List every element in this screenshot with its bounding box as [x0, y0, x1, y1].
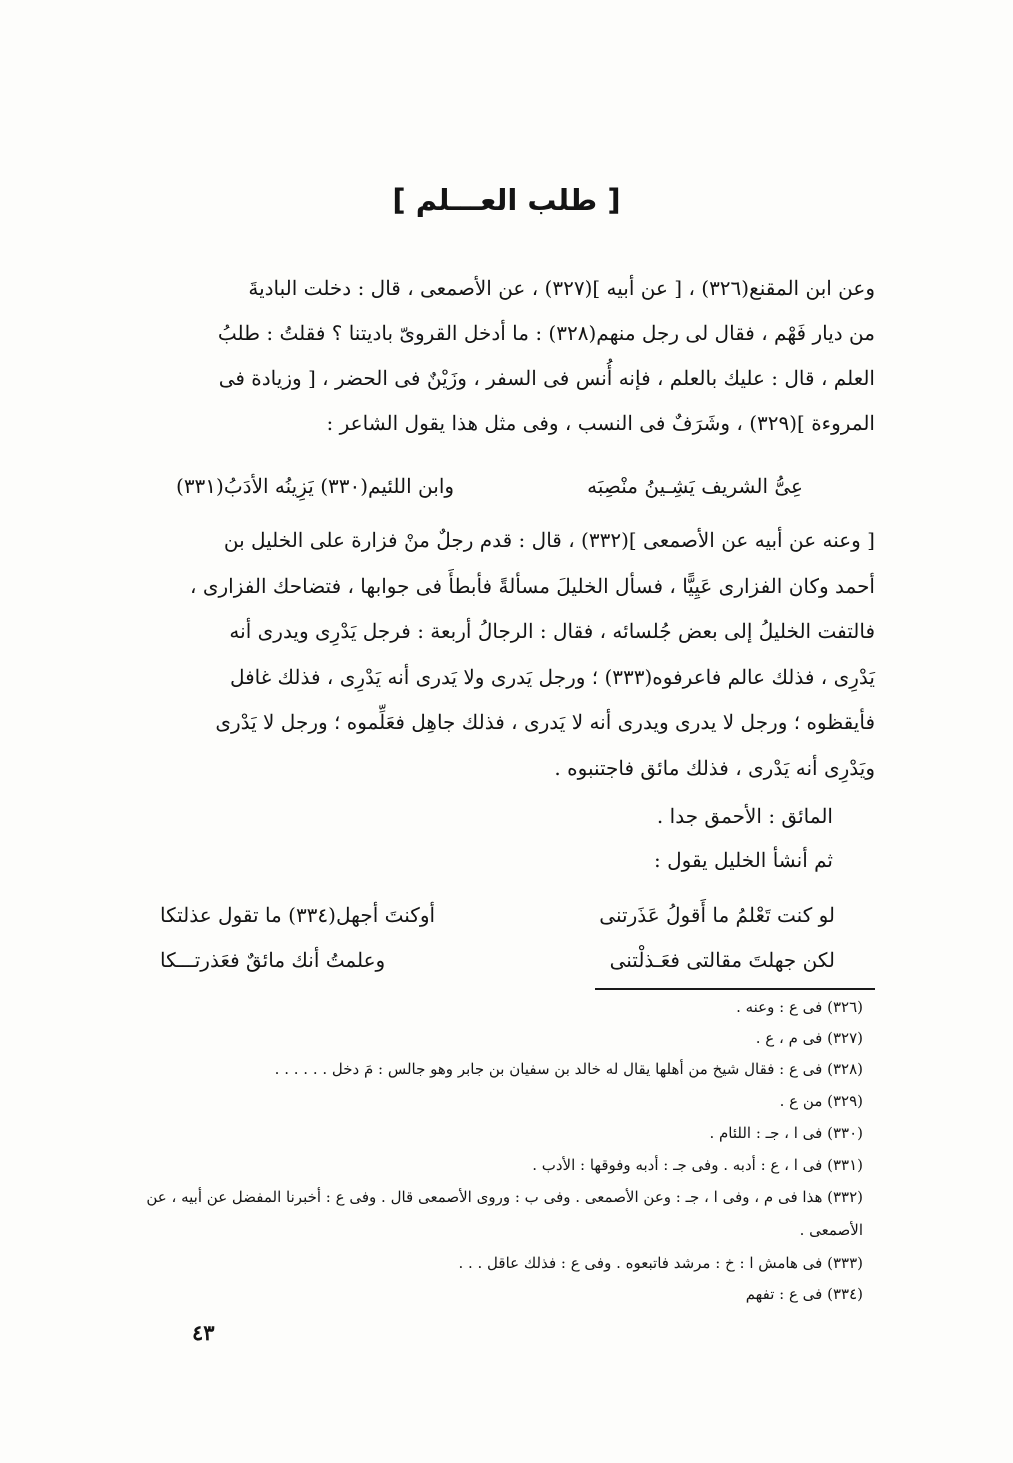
footnote-333: (٣٣٣) فى هامش ا : خ : مرشد فاتبعوه . وفى ع : فذلك عاقل . . . — [458, 1254, 863, 1272]
gloss-line: المائق : الأحمق جدا . — [656, 804, 833, 828]
paragraph-1: وعن ابن المقنع(٣٢٦) ، [ عن أبيه ](٣٢٧) ، عن الأصمعى ، قال : دخلت الباديةَ من ديار فَهْم ، فقال لى رجل منهم(٣٢٨) : ما أدخل القروىّ باديتنا ؟ فقلتُ : طلبُ العلم ، قال : عليك بالعلم ، فإنه أُنس فى السفر ، وزَيْنٌ فى الحضر ، [ وزيادة فى المروءة ](٣٢٩) ، وشَرَفٌ فى النسب ، وفى مثل هذا يقول الشاعر : — [217, 276, 875, 435]
verse-1-hemistich-left: وابن اللئيم(٣٣٠) يَزِينُه الأدَبُ(٣٣١) — [176, 474, 455, 498]
poem-line-2-left: وعلمتُ أنك مائقٌ فعَذرتـــكا — [160, 948, 386, 972]
footnote-330: (٣٣٠) فى ا ، جـ : اللئام . — [709, 1124, 863, 1142]
footnote-328: (٣٢٨) فى ع : فقال شيخ من أهلها يقال له خالد بن سفيان بن جابر وهو جالس : مَ دخل . . . . . . — [274, 1060, 863, 1078]
poem-line-1-left: أوكنتَ أجهل(٣٣٤) ما تقول عذلتكا — [160, 903, 436, 927]
footnote-331: (٣٣١) فى ا ، ع : أدبه . وفى جـ : أدبه وفوقها : الأدب . — [532, 1156, 863, 1174]
footnote-334: (٣٣٤) فى ع : تفهم — [745, 1285, 863, 1303]
verse-1-hemistich-right: عِىُّ الشريف يَشِـينُ منْصِبَه — [587, 474, 803, 498]
poem-line-2-right: لكن جهلتَ مقالتى فعَـذلْتنى — [609, 948, 835, 972]
page-number: ٤٣ — [192, 1320, 215, 1345]
poem-intro-line: ثم أنشأ الخليل يقول : — [653, 848, 833, 872]
chapter-heading: [ طلب العـــلم ] — [392, 183, 621, 217]
footnote-329: (٣٢٩) من ع . — [779, 1092, 863, 1110]
footnote-332: (٣٣٢) هذا فى م ، وفى ا ، جـ : وعن الأصمعى . وفى ب : وروى الأصمعى قال . وفى ع : أخبرنا المفضل عن أبيه ، عن الأصمعى . — [146, 1188, 863, 1239]
footnote-327: (٣٢٧) فى م ، ع . — [755, 1029, 863, 1047]
footnote-326: (٣٢٦) فى ع : وعنه . — [736, 998, 863, 1016]
footnote-divider — [595, 988, 875, 990]
paragraph-2: [ وعنه عن أبيه عن الأصمعى ](٣٣٢) ، قال : قدم رجلٌ منْ فزارة على الخليل بن أحمد وكان الفزارى عَيِيًّا ، فسأل الخليلَ مسألةً فأبطأَ فى جوابها ، فتضاحك الفزارى ، فالتفت الخليلُ إلى بعض جُلسائه ، فقال : الرجالُ أربعة : فرجل يَدْرِى ويدرى أنه يَدْرِى ، فذلك عالم فاعرفوه(٣٣٣) ؛ ورجل يَدرى ولا يَدرى أنه يَدْرِى ، فذلك غافل فأيقظوه ؛ ورجل لا يدرى ويدرى أنه لا يَدرى ، فذلك جاهِل فعَلِّموه ؛ ورجل لا يَدْرى ويَدْرِى أنه يَدْرى ، فذلك مائق فاجتنبوه . — [190, 528, 875, 780]
poem-line-1-right: لو كنت تَعْلمُ ما أَقولُ عَذَرتنى — [599, 903, 835, 927]
